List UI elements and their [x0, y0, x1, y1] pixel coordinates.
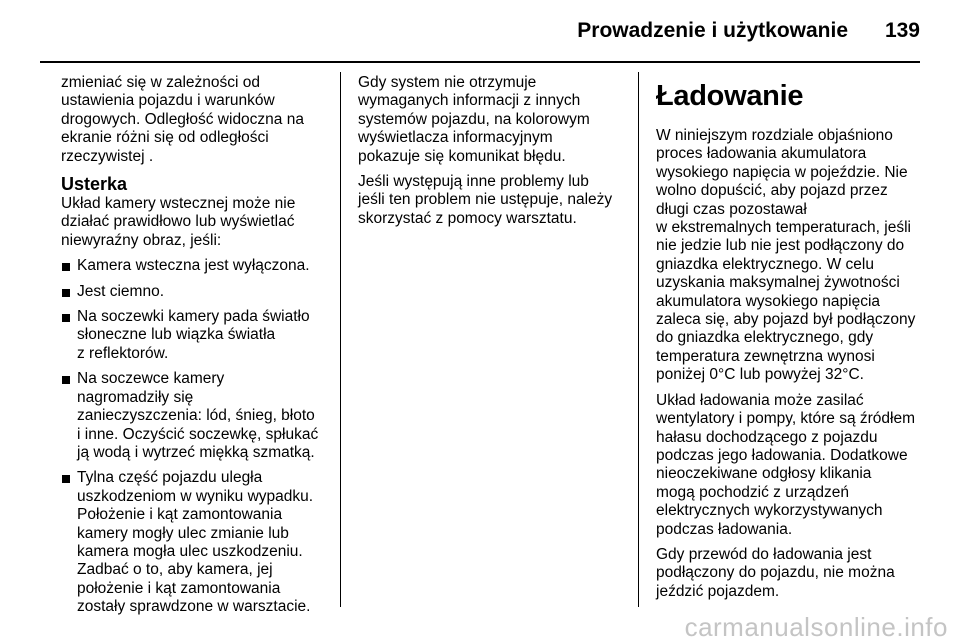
text-line: i inne. Oczyścić soczewkę, spłukać	[77, 425, 319, 443]
text-line: rzeczywistej .	[61, 147, 154, 165]
text-line: drogowych. Odległość widoczna na	[61, 110, 304, 128]
text-line: gniazdka elektrycznego. W celu	[656, 255, 874, 273]
text-line: jeździć pojazdem.	[656, 582, 780, 600]
text-line: zaleca się, aby pojazd był podłączony	[656, 311, 916, 329]
text-line: Kamera wsteczna jest wyłączona.	[77, 257, 310, 275]
paragraph	[358, 74, 618, 166]
text-line: Położenie i kąt zamontowania	[77, 506, 283, 524]
text-line: ekranie różni się od odległości	[61, 129, 269, 147]
text-line: W niniejszym rozdziale objaśniono	[656, 127, 893, 144]
section-title-ladowanie: Ładowanie	[656, 80, 804, 112]
text-line: do gniazdka elektrycznego, gdy	[656, 329, 874, 347]
text-line: skorzystać z pomocy warsztatu.	[358, 209, 577, 227]
text-line: podczas ładowania.	[656, 520, 793, 538]
list-item	[61, 370, 333, 462]
bullet-square-icon	[62, 475, 70, 483]
text-line: poniżej 0°C lub powyżej 32°C.	[656, 366, 864, 384]
page-number: 139	[884, 19, 920, 42]
text-line: w ekstremalnych temperaturach, jeśli	[656, 219, 911, 237]
list-item	[61, 469, 333, 616]
text-line: z reflektorów.	[77, 344, 169, 362]
text-line: Gdy przewód do ładowania jest	[656, 545, 872, 563]
text-line: ustawienia pojazdu i warunków	[61, 92, 275, 110]
text-line: temperatura zewnętrzna wynosi	[656, 347, 875, 365]
text-line: wysokiego napięcia w pojeździe. Nie	[656, 163, 908, 181]
text-line: hałasu dochodzącego z pojazdu	[656, 428, 878, 446]
text-line: zanieczyszczenia: lód, śnieg, błoto	[77, 407, 315, 425]
text-line: działać prawidłowo lub wyświetlać	[61, 213, 295, 231]
column-2	[358, 74, 618, 235]
bullet-list	[61, 257, 333, 616]
text-line: zmieniać się w zależności od	[61, 74, 261, 91]
bullet-square-icon	[62, 289, 70, 297]
heading-usterka: Usterka	[61, 174, 128, 195]
text-line: słoneczne lub wiązka światła	[77, 326, 276, 344]
text-line: jeśli ten problem nie ustępuje, należy	[358, 191, 613, 209]
text-line: Gdy system nie otrzymuje	[358, 74, 537, 91]
text-line: pokazuje się komunikat błędu.	[358, 147, 566, 165]
bullet-square-icon	[62, 314, 70, 322]
bullet-square-icon	[62, 376, 70, 384]
text-line: wolno dopuścić, aby pojazd przez	[656, 182, 888, 200]
header-title: Prowadzenie i użytkowanie	[577, 19, 848, 42]
text-line: wymaganych informacji z innych	[358, 92, 581, 110]
column-3	[656, 74, 926, 608]
column-divider	[340, 72, 341, 607]
text-line: zostały sprawdzone w warsztacie.	[77, 598, 311, 616]
text-line: akumulatora wysokiego napięcia	[656, 292, 881, 310]
text-line: wyświetlacza informacyjnym	[358, 129, 553, 147]
paragraph	[656, 546, 926, 601]
intro-paragraph	[61, 74, 333, 166]
text-line: nagromadziły się	[77, 388, 194, 406]
text-line: nie jedzie lub nie jest podłączony do	[656, 237, 905, 255]
text-line: kamera mogła ulec uszkodzeniu.	[77, 542, 303, 560]
text-line: Jeśli występują inne problemy lub	[358, 173, 589, 191]
text-line: proces ładowania akumulatora	[656, 145, 867, 163]
lead-paragraph	[61, 195, 333, 250]
column-divider	[638, 72, 639, 607]
column-1	[61, 74, 333, 624]
paragraph	[656, 392, 926, 539]
text-line: kamery mogły ulec zmianie lub	[77, 524, 289, 542]
text-line: nieoczekiwane odgłosy klikania	[656, 465, 872, 483]
text-line: elektrycznych wykorzystywanych	[656, 502, 883, 520]
text-line: długi czas pozostawał	[656, 200, 807, 218]
text-line: niewyraźny obraz, jeśli:	[61, 231, 222, 249]
paragraph	[358, 173, 618, 228]
list-item	[61, 283, 333, 301]
text-line: podczas jego ładowania. Dodatkowe	[656, 446, 908, 464]
text-line: Na soczewki kamery pada światło	[77, 308, 310, 326]
header-rule	[40, 61, 920, 63]
text-line: uzyskania maksymalnej żywotności	[656, 274, 900, 292]
text-line: Tylna część pojazdu uległa	[77, 469, 263, 487]
text-line: ją wodą i wytrzeć miękką szmatką.	[77, 443, 315, 461]
text-line: systemów pojazdu, na kolorowym	[358, 110, 590, 128]
text-line: podłączony do pojazdu, nie można	[656, 564, 895, 582]
text-line: uszkodzeniom w wyniku wypadku.	[77, 487, 314, 505]
text-line: Jest ciemno.	[77, 282, 165, 300]
list-item	[61, 308, 333, 363]
text-line: mogą pochodzić z urządzeń	[656, 483, 850, 501]
text-line: Układ kamery wstecznej może nie	[61, 195, 296, 213]
text-line: Zadbać o to, aby kamera, jej	[77, 561, 273, 579]
text-line: Układ ładowania może zasilać	[656, 391, 864, 409]
text-line: położenie i kąt zamontowania	[77, 579, 281, 597]
text-line: Na soczewce kamery	[77, 370, 225, 388]
bullet-square-icon	[62, 263, 70, 271]
watermark: carmanualsonline.info	[684, 612, 948, 642]
list-item	[61, 257, 333, 275]
paragraph	[656, 127, 926, 385]
text-line: wentylatory i pompy, które są źródłem	[656, 410, 916, 428]
